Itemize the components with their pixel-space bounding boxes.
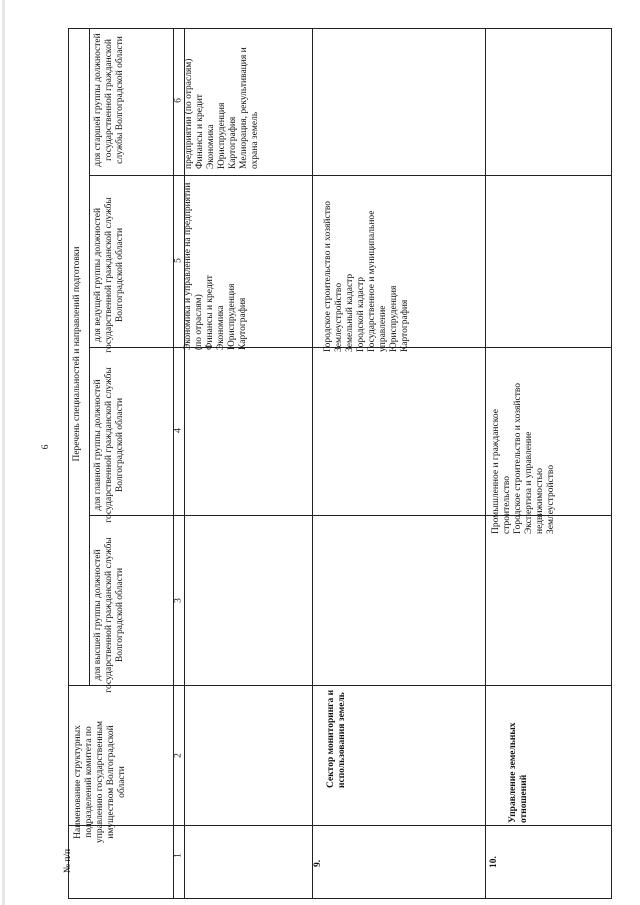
row10-name: Управление земельных отношений xyxy=(508,722,529,823)
table-border-top xyxy=(68,28,69,899)
row-sep-10 xyxy=(485,28,486,899)
header-split-group xyxy=(89,28,90,685)
row9-name: Сектор мониторинга и использования земель xyxy=(326,689,347,788)
numbering-2: 2 xyxy=(173,753,184,758)
row1-col5: Экономика и управление на предприятии (по отраслям) Финансы и кредит Экономика Юриспруденция Картография xyxy=(183,182,248,350)
header-group-title: Перечень специальностей и направлений подготовки xyxy=(72,246,82,462)
table-edge-bottom xyxy=(68,898,611,899)
row1-col6: предприятии (по отраслям) Финансы и кредит Экономика Юриспруденция Картография Мелиорация, рекультивация и охрана земель xyxy=(184,47,260,169)
header-name: Наименование структурных подразделений комитета по управлению государственным имуществом Волгоградской области xyxy=(73,720,127,844)
col-sep-5 xyxy=(89,175,611,176)
numbering-1: 1 xyxy=(173,853,184,858)
row-sep-9 xyxy=(312,28,313,899)
header-num: № п/п xyxy=(63,848,73,874)
header-col4: для главной группы должностей государственной гражданской службы Волгоградской области xyxy=(93,367,125,523)
numbering-4: 4 xyxy=(173,428,184,433)
header-col6: для старшей группы должностей государственной гражданской службы Волгоградской области xyxy=(93,33,125,167)
row9-col5: Городское строительство и хозяйство Землеустройство Земельный кадастр Городской кадастр Государственное и муниципальное управление Юриспруденция Картография xyxy=(323,200,410,352)
numbering-6: 6 xyxy=(173,98,184,103)
row9-num: 9. xyxy=(313,859,323,867)
header-col5: для ведущей группы должностей государственной гражданской службы Волгоградской области xyxy=(93,197,125,353)
numbering-3: 3 xyxy=(173,598,184,603)
table-border-bottom xyxy=(611,28,612,899)
header-col3: для высшей группы должностей государственной гражданской службы Волгоградской области xyxy=(93,537,125,693)
numbering-5: 5 xyxy=(173,258,184,263)
row10-col3: Промышленное и гражданское строительство Городское строительство и хозяйство Экспертиза и управление недвижимостью Землеустройство xyxy=(491,382,556,534)
row10-num: 10. xyxy=(489,856,499,868)
page-number: 6 xyxy=(41,444,51,450)
